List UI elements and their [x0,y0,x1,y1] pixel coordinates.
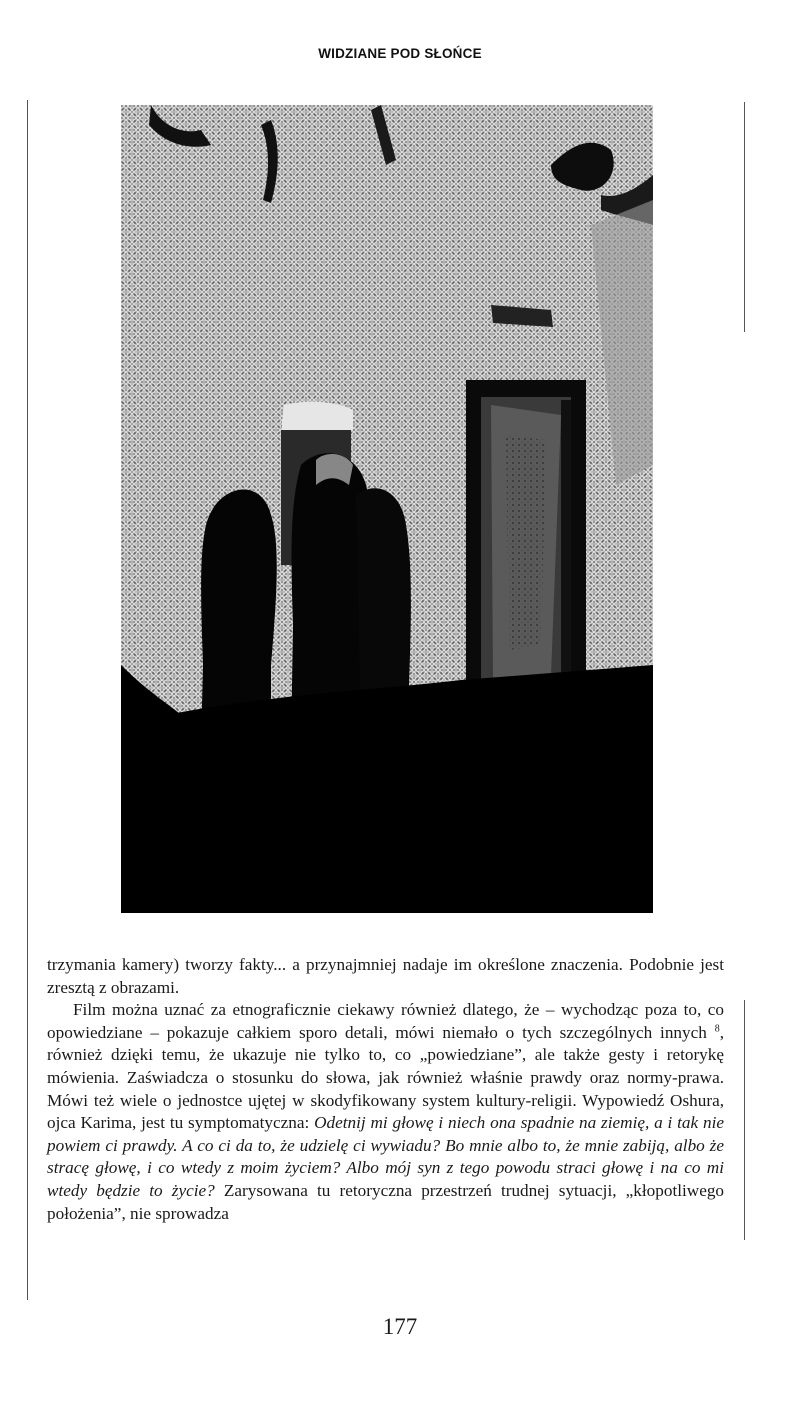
photograph-veiled-figures-at-doorway [121,105,653,913]
footnote-reference[interactable]: 8 [714,1023,720,1035]
paragraph-text-part1: Film można uznać za etnograficznie ciekawy również dlatego, że – wychodząc poza to, co opowiedziane – pokazuje całkiem sporo detali, mówi niemało o tych szczególnych innych [47,1000,724,1042]
paragraph-continuation: trzymania kamery) tworzy fakty... a przynajmniej nadaje im określone znaczenia. Podobnie jest zresztą z obrazami. [47,955,724,997]
paragraph-film-analysis [47,999,724,1225]
paragraph-text-part2: , również dzięki temu, że ukazuje nie tylko to, co „powiedziane”, ale także gesty i retorykę mówienia. Zaświadcza o stosunku do słowa, jak również właśnie prawdy oraz normy-prawa. Mówi też wiele o jednostce ujętej w skodyfikowany system kultury-religii. Wypowiedź Oshura, ojca Karima, jest tu symptomatyczna: [47,1022,724,1133]
page-number: 177 [382,1314,418,1339]
right-margin-rule-top [744,102,745,332]
paragraph-text-part3: Zarysowana tu retoryczna przestrzeń trudnej sytuacji, „kłopotliwego położenia”, nie sprowadza [47,1180,725,1223]
quotation-oshur: Odetnij mi głowę i niech ona spadnie na ziemię, a i tak nie powiem ci prawdy. A co ci da to, że udzielę ci wywiadu? Bo mnie albo to, że mnie zabiją, albo że stracę głowę, i co wtedy z moim życiem? Albo mój syn z tego powodu straci głowę i na co mi wtedy będzie to życie? [47,1113,724,1200]
left-margin-rule [27,100,28,1300]
right-margin-rule-bottom [744,1000,745,1240]
body-text [47,954,724,1225]
running-title: WIDZIANE POD SŁOŃCE [318,46,482,61]
